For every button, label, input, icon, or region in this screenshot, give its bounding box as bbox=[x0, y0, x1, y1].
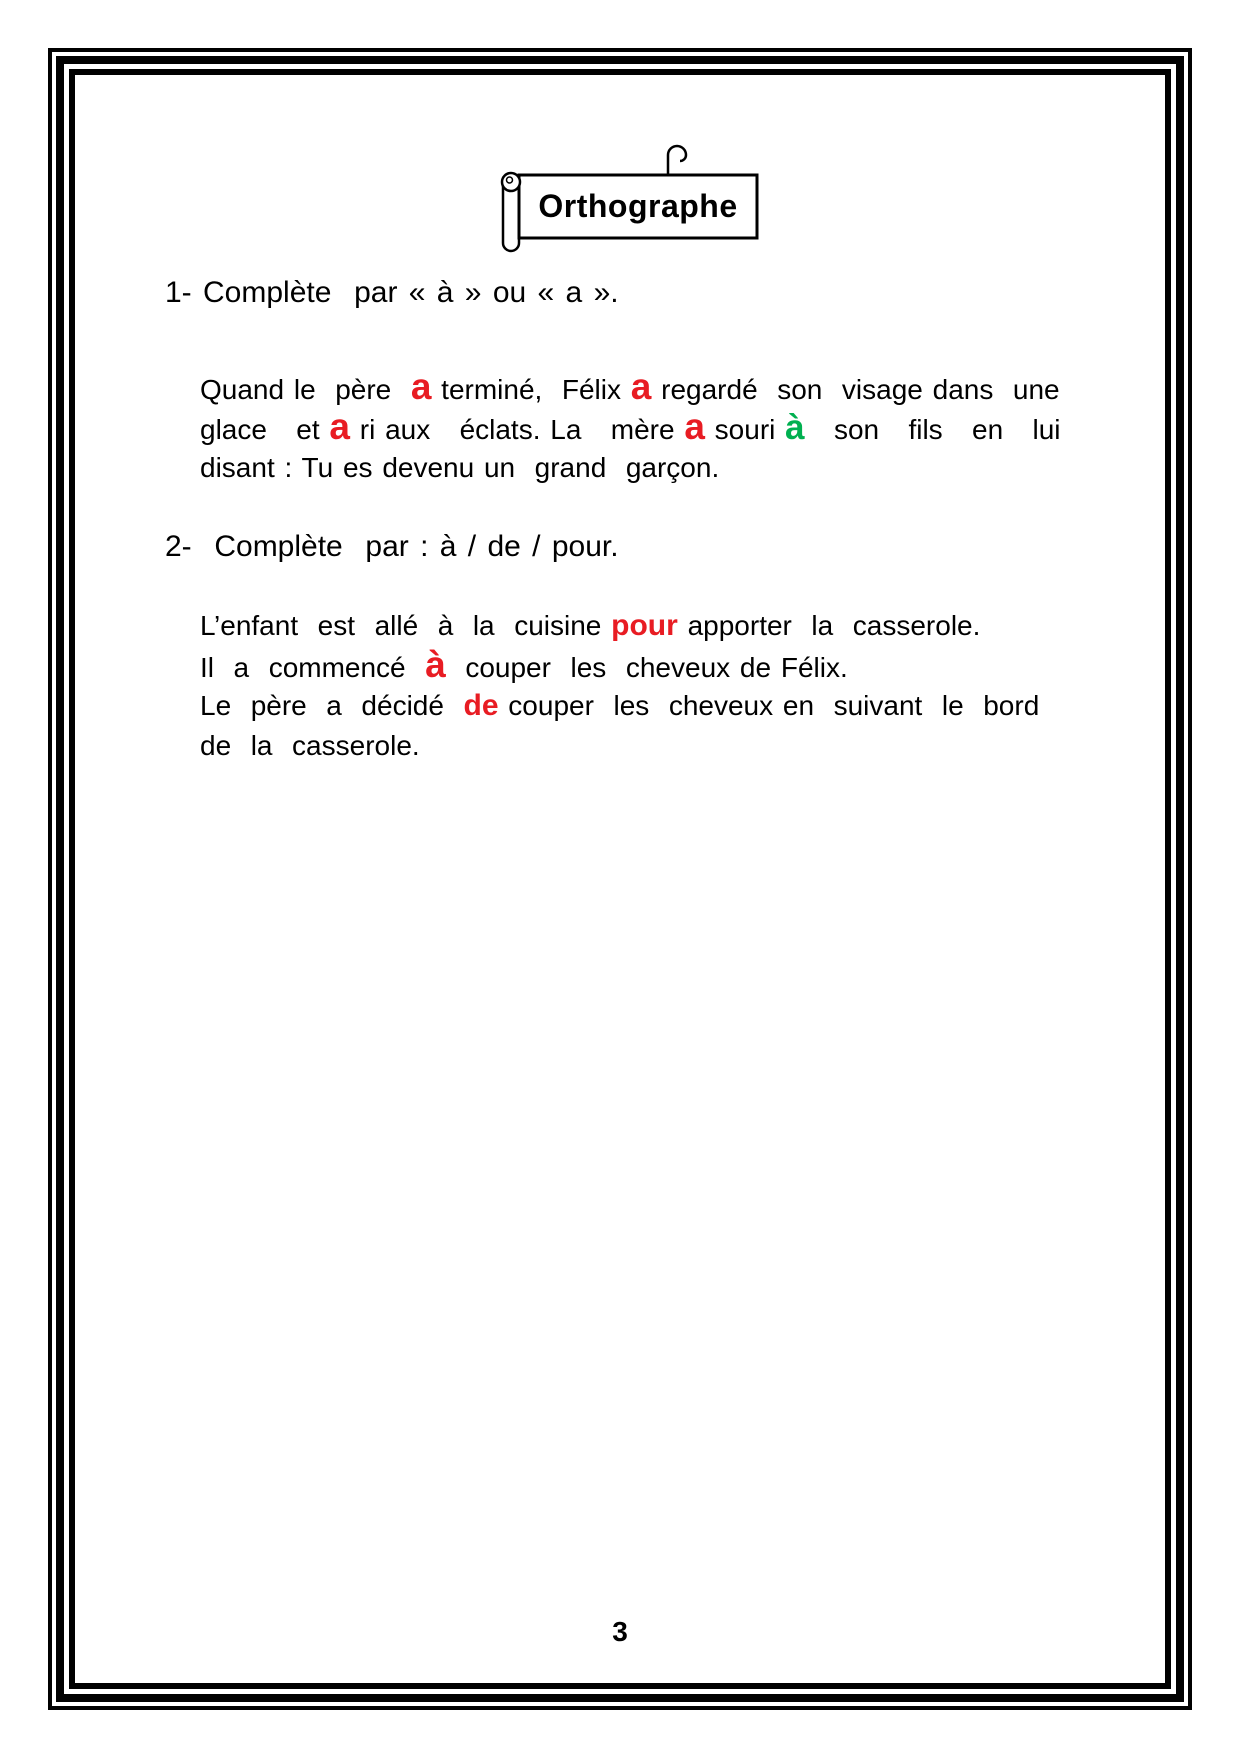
answer-word: a bbox=[329, 406, 350, 447]
text-run: Quand le père bbox=[200, 374, 411, 405]
page-number: 3 bbox=[612, 1616, 628, 1647]
banner-top-right-curl-icon bbox=[668, 146, 686, 177]
title-banner bbox=[495, 135, 775, 260]
answer-word: de bbox=[463, 689, 499, 722]
text-run: glace et bbox=[200, 414, 330, 445]
answer-word: à bbox=[785, 408, 805, 447]
answer-word: à bbox=[425, 644, 446, 685]
page-border-inner bbox=[69, 69, 1171, 1689]
text-run: ri aux éclats. La mère bbox=[349, 414, 685, 445]
text-run: terminé, Félix bbox=[431, 374, 631, 405]
text-run: L’enfant est allé à la cuisine bbox=[200, 610, 612, 641]
text-run: Il a commencé bbox=[200, 652, 426, 683]
text-run: regardé son visage dans une bbox=[651, 374, 1060, 405]
text-run: couper les cheveux en suivant le bord bbox=[498, 690, 1040, 721]
text-run: souri bbox=[704, 414, 786, 445]
text-line bbox=[200, 646, 1039, 686]
text-line bbox=[200, 368, 1061, 408]
text-run: son fils en lui bbox=[804, 414, 1061, 445]
exercise2-paragraph bbox=[200, 606, 1039, 766]
text-run: Le père a décidé bbox=[200, 690, 464, 721]
text-line bbox=[200, 448, 1061, 488]
text-line bbox=[200, 606, 1039, 646]
text-run: apporter la casserole. bbox=[677, 610, 981, 641]
text-run: couper les cheveux de Félix. bbox=[445, 652, 848, 683]
exercise1-paragraph bbox=[200, 368, 1061, 488]
answer-word: pour bbox=[611, 609, 678, 642]
answer-word: a bbox=[630, 366, 652, 407]
answer-word: a bbox=[410, 366, 432, 407]
page-title: Orthographe bbox=[538, 188, 738, 224]
text-run: de la casserole. bbox=[200, 730, 420, 761]
exercise2-heading: 2- Complète par : à / de / pour. bbox=[165, 530, 619, 563]
text-line bbox=[200, 726, 1039, 766]
answer-word: a bbox=[684, 406, 705, 447]
text-line bbox=[200, 686, 1039, 726]
text-line bbox=[200, 408, 1061, 448]
text-run: disant : Tu es devenu un grand garçon. bbox=[200, 452, 720, 483]
exercise1-heading: 1- Complète par « à » ou « a ». bbox=[165, 276, 619, 309]
